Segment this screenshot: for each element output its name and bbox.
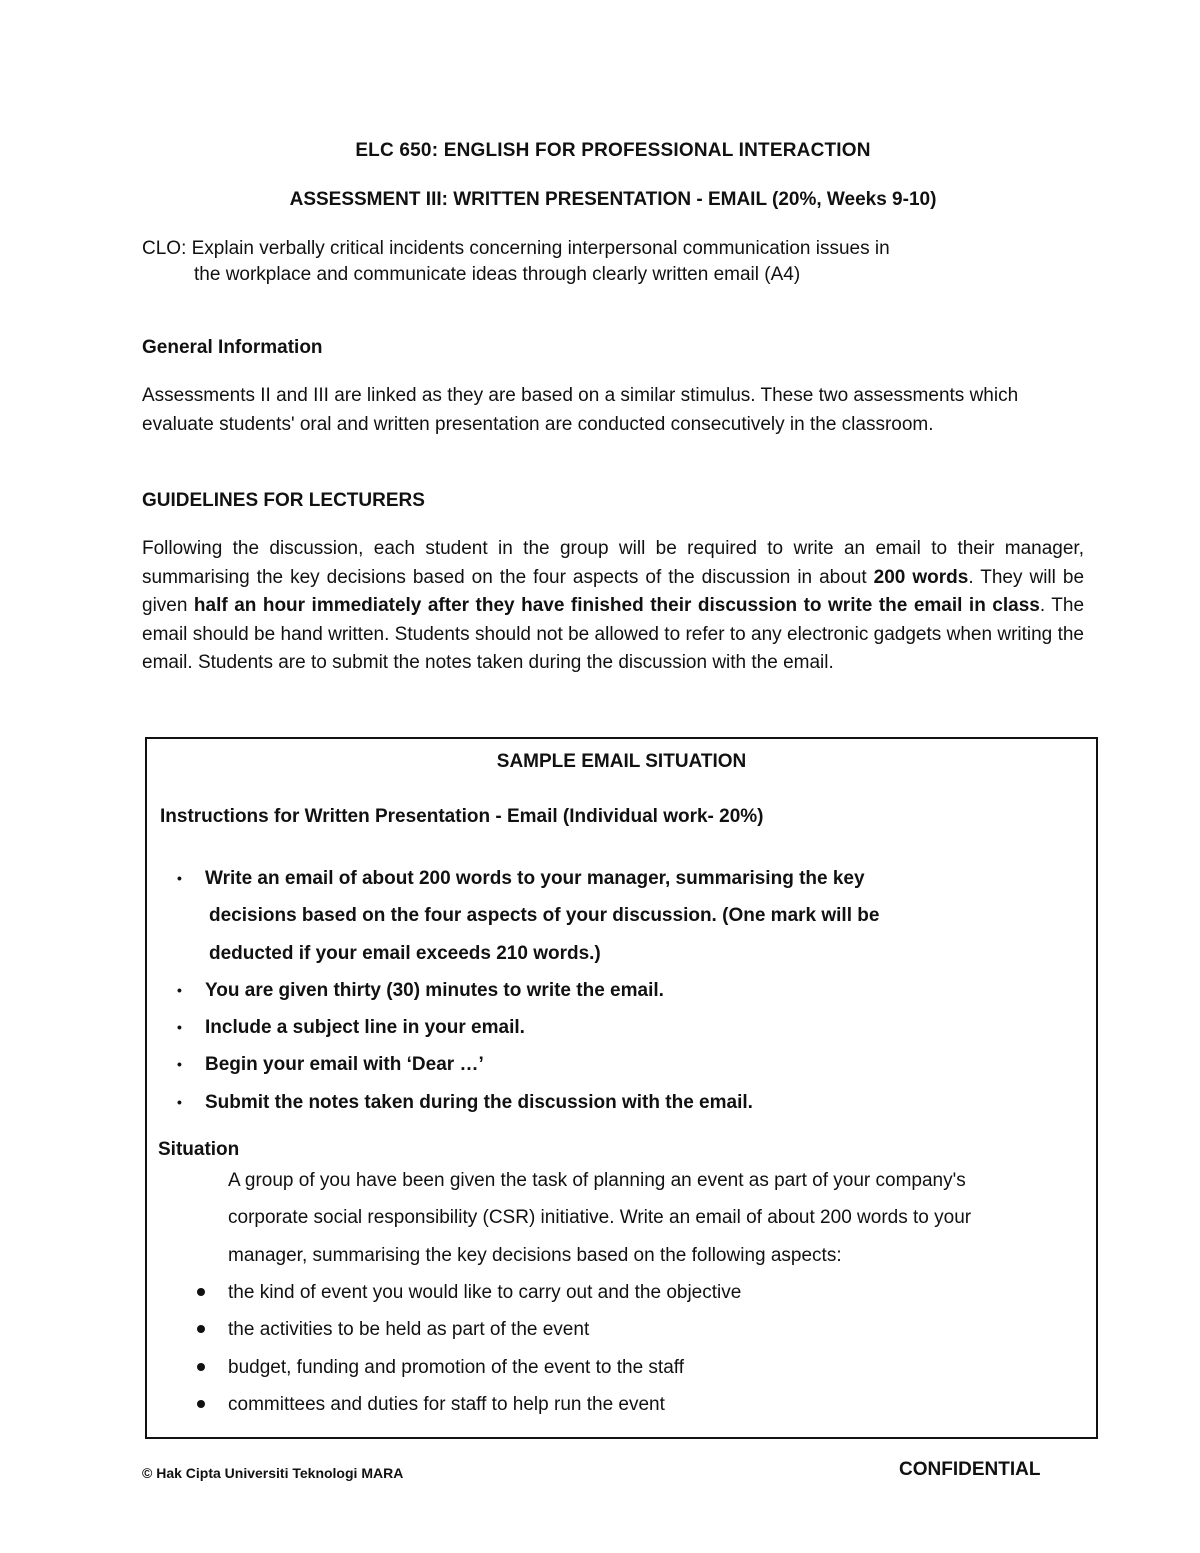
list-item-text: Write an email of about 200 words to your manager, summarising the key — [205, 868, 865, 889]
list-item — [183, 1386, 1043, 1423]
bullet-icon: • — [177, 1056, 182, 1073]
confidential-label: CONFIDENTIAL — [899, 1459, 1041, 1480]
bullet-icon — [197, 1400, 205, 1408]
list-item-text: Include a subject line in your email. — [205, 1017, 525, 1039]
aspects-list — [183, 1274, 1043, 1423]
list-item-text: deducted if your email exceeds 210 words.) — [209, 942, 601, 964]
instructions-heading: Instructions for Written Presentation - Email (Individual work- 20%) — [160, 806, 764, 827]
situation-section — [145, 737, 1098, 1439]
guidelines-time-limit: half an hour immediately after they have finished their discussion to write the email in class — [193, 595, 1040, 616]
guidelines-text-part: . They will be given — [142, 566, 1085, 616]
guidelines-text-part: Following the discussion, each student in the group will be required to write an email to their manager, summarising the key decisions based on the four aspects of the discussion in about — [142, 538, 1084, 588]
bullet-icon: • — [177, 1093, 182, 1110]
list-item — [183, 1349, 1043, 1386]
list-item-text: decisions based on the four aspects of your discussion. (One mark will be — [209, 905, 880, 927]
bullet-icon: • — [177, 981, 182, 998]
list-item-text: budget, funding and promotion of the event to the staff — [228, 1356, 684, 1378]
general-information-heading: General Information — [142, 337, 323, 358]
situation-line: A group of you have been given the task of planning an event as part of your company's — [228, 1170, 966, 1191]
list-item-text: the activities to be held as part of the event — [228, 1319, 590, 1341]
bullet-icon: • — [177, 870, 182, 886]
bullet-icon — [197, 1288, 205, 1296]
clo-statement — [142, 236, 1102, 288]
list-item-text: Submit the notes taken during the discussion with the email. — [205, 1091, 753, 1113]
situation-text — [228, 1162, 1088, 1274]
situation-line: manager, summarising the key decisions based on the following aspects: — [228, 1244, 842, 1266]
list-item-text: Begin your email with ‘Dear …’ — [205, 1054, 484, 1076]
guidelines-word-count: 200 words — [873, 566, 969, 588]
list-item-text: committees and duties for staff to help run the event — [228, 1393, 665, 1415]
list-item-text: the kind of event you would like to carry out and the objective — [228, 1282, 742, 1303]
guidelines-text-part: . The email should be hand written. Students should not be allowed to refer to any electronic gadgets when writing the email. Students are to submit the notes taken during the discussion with the email. — [142, 595, 1085, 673]
guidelines-text — [142, 535, 1084, 678]
guidelines-heading: GUIDELINES FOR LECTURERS — [142, 490, 425, 511]
sample-email-title: SAMPLE EMAIL SITUATION — [496, 751, 747, 772]
list-item — [183, 1274, 1043, 1311]
bullet-icon: • — [177, 1019, 182, 1036]
bullet-icon — [197, 1325, 205, 1333]
assessment-title: ASSESSMENT III: WRITTEN PRESENTATION - EMAIL (20%, Weeks 9-10) — [289, 189, 937, 210]
clo-line-2: the workplace and communicate ideas through clearly written email (A4) — [194, 264, 801, 285]
list-item — [183, 1311, 1043, 1348]
list-item-text: You are given thirty (30) minutes to write the email. — [205, 979, 664, 1001]
situation-line: corporate social responsibility (CSR) initiative. Write an email of about 200 words to your — [228, 1207, 972, 1229]
general-information-text: Assessments II and III are linked as they are based on a similar stimulus. These two assessments which evaluate students' oral and written presentation are conducted consecutively in the classroom. — [142, 385, 1019, 435]
clo-line-1: CLO: Explain verbally critical incidents concerning interpersonal communication issues in — [142, 238, 890, 259]
bullet-icon — [197, 1363, 205, 1371]
situation-heading: Situation — [158, 1139, 240, 1160]
course-title: ELC 650: ENGLISH FOR PROFESSIONAL INTERACTION — [355, 140, 871, 161]
copyright-notice: © Hak Cipta Universiti Teknologi MARA — [142, 1465, 404, 1481]
